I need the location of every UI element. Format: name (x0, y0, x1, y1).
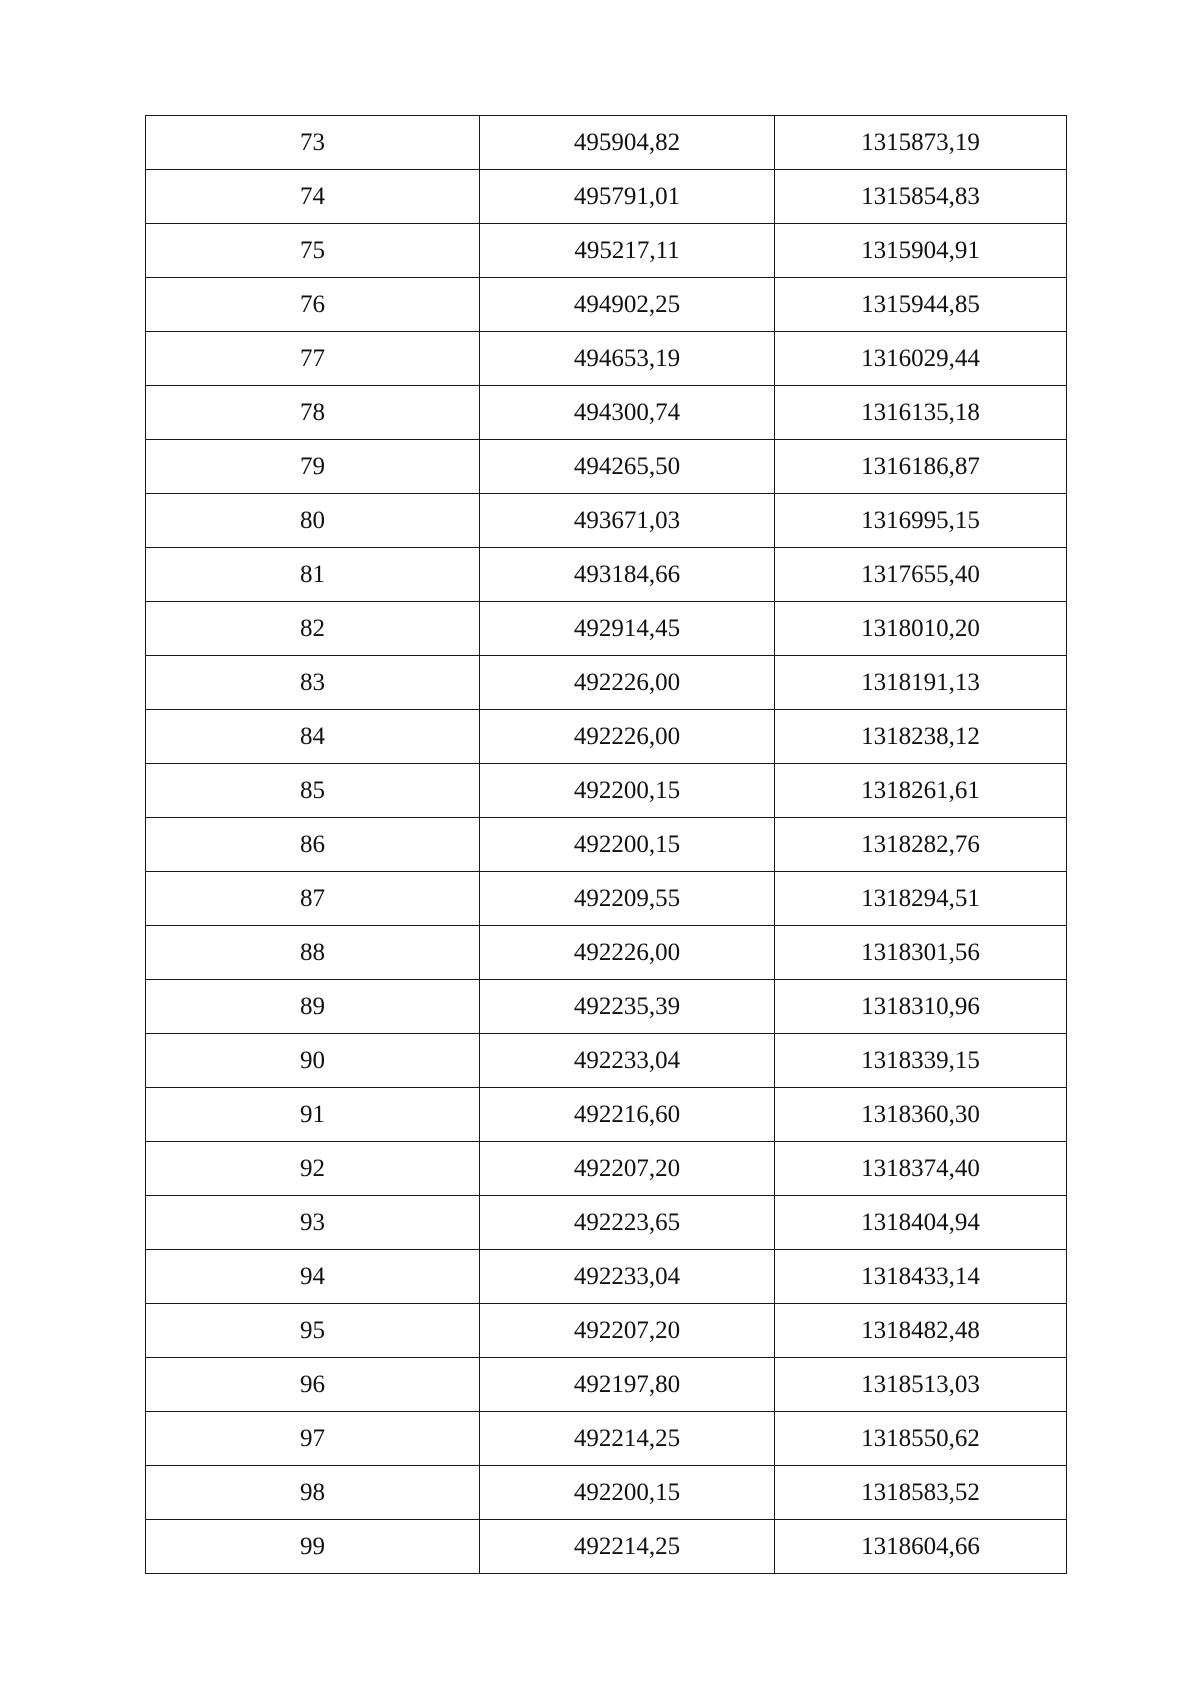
x-coordinate-cell: 492223,65 (480, 1196, 775, 1250)
table-row (146, 1250, 1067, 1304)
point-number-cell: 95 (146, 1304, 480, 1358)
table-row (146, 386, 1067, 440)
table-row (146, 980, 1067, 1034)
y-coordinate-cell: 1318238,12 (775, 710, 1067, 764)
x-coordinate-cell: 494300,74 (480, 386, 775, 440)
table-row (146, 440, 1067, 494)
point-number-cell: 90 (146, 1034, 480, 1088)
x-coordinate-cell: 492207,20 (480, 1142, 775, 1196)
point-number-cell: 83 (146, 656, 480, 710)
point-number-cell: 88 (146, 926, 480, 980)
y-coordinate-cell: 1315904,91 (775, 224, 1067, 278)
point-number-cell: 77 (146, 332, 480, 386)
y-coordinate-cell: 1315854,83 (775, 170, 1067, 224)
x-coordinate-cell: 492214,25 (480, 1520, 775, 1574)
table-row (146, 1358, 1067, 1412)
point-number-cell: 81 (146, 548, 480, 602)
table-row (146, 494, 1067, 548)
table-row (146, 818, 1067, 872)
point-number-cell: 87 (146, 872, 480, 926)
x-coordinate-cell: 493671,03 (480, 494, 775, 548)
point-number-cell: 85 (146, 764, 480, 818)
x-coordinate-cell: 494653,19 (480, 332, 775, 386)
y-coordinate-cell: 1318604,66 (775, 1520, 1067, 1574)
x-coordinate-cell: 492226,00 (480, 926, 775, 980)
table-row (146, 332, 1067, 386)
table-row (146, 548, 1067, 602)
x-coordinate-cell: 493184,66 (480, 548, 775, 602)
y-coordinate-cell: 1318583,52 (775, 1466, 1067, 1520)
table-row (146, 926, 1067, 980)
x-coordinate-cell: 494265,50 (480, 440, 775, 494)
y-coordinate-cell: 1318482,48 (775, 1304, 1067, 1358)
point-number-cell: 93 (146, 1196, 480, 1250)
y-coordinate-cell: 1318261,61 (775, 764, 1067, 818)
coordinates-table-body (146, 116, 1067, 1574)
y-coordinate-cell: 1318404,94 (775, 1196, 1067, 1250)
y-coordinate-cell: 1318282,76 (775, 818, 1067, 872)
x-coordinate-cell: 494902,25 (480, 278, 775, 332)
x-coordinate-cell: 492207,20 (480, 1304, 775, 1358)
x-coordinate-cell: 495791,01 (480, 170, 775, 224)
table-row (146, 1520, 1067, 1574)
y-coordinate-cell: 1318550,62 (775, 1412, 1067, 1466)
y-coordinate-cell: 1318294,51 (775, 872, 1067, 926)
point-number-cell: 86 (146, 818, 480, 872)
table-row (146, 1304, 1067, 1358)
table-row (146, 1088, 1067, 1142)
x-coordinate-cell: 492914,45 (480, 602, 775, 656)
point-number-cell: 92 (146, 1142, 480, 1196)
point-number-cell: 76 (146, 278, 480, 332)
point-number-cell: 96 (146, 1358, 480, 1412)
y-coordinate-cell: 1318513,03 (775, 1358, 1067, 1412)
y-coordinate-cell: 1318374,40 (775, 1142, 1067, 1196)
y-coordinate-cell: 1317655,40 (775, 548, 1067, 602)
table-row (146, 1412, 1067, 1466)
point-number-cell: 98 (146, 1466, 480, 1520)
table-row (146, 1196, 1067, 1250)
table-row (146, 764, 1067, 818)
table-row (146, 116, 1067, 170)
y-coordinate-cell: 1316029,44 (775, 332, 1067, 386)
x-coordinate-cell: 492233,04 (480, 1034, 775, 1088)
point-number-cell: 74 (146, 170, 480, 224)
x-coordinate-cell: 492214,25 (480, 1412, 775, 1466)
table-row (146, 1034, 1067, 1088)
coordinates-table (145, 115, 1067, 1574)
y-coordinate-cell: 1316186,87 (775, 440, 1067, 494)
y-coordinate-cell: 1318433,14 (775, 1250, 1067, 1304)
y-coordinate-cell: 1318010,20 (775, 602, 1067, 656)
x-coordinate-cell: 495217,11 (480, 224, 775, 278)
y-coordinate-cell: 1316995,15 (775, 494, 1067, 548)
table-row (146, 278, 1067, 332)
point-number-cell: 97 (146, 1412, 480, 1466)
table-row (146, 1466, 1067, 1520)
x-coordinate-cell: 492200,15 (480, 1466, 775, 1520)
point-number-cell: 79 (146, 440, 480, 494)
y-coordinate-cell: 1318339,15 (775, 1034, 1067, 1088)
x-coordinate-cell: 492197,80 (480, 1358, 775, 1412)
table-row (146, 872, 1067, 926)
x-coordinate-cell: 492200,15 (480, 764, 775, 818)
point-number-cell: 99 (146, 1520, 480, 1574)
point-number-cell: 91 (146, 1088, 480, 1142)
y-coordinate-cell: 1316135,18 (775, 386, 1067, 440)
y-coordinate-cell: 1318191,13 (775, 656, 1067, 710)
y-coordinate-cell: 1318360,30 (775, 1088, 1067, 1142)
x-coordinate-cell: 495904,82 (480, 116, 775, 170)
table-row (146, 1142, 1067, 1196)
point-number-cell: 78 (146, 386, 480, 440)
table-row (146, 602, 1067, 656)
table-row (146, 656, 1067, 710)
point-number-cell: 73 (146, 116, 480, 170)
table-row (146, 710, 1067, 764)
point-number-cell: 82 (146, 602, 480, 656)
x-coordinate-cell: 492235,39 (480, 980, 775, 1034)
x-coordinate-cell: 492226,00 (480, 656, 775, 710)
x-coordinate-cell: 492233,04 (480, 1250, 775, 1304)
y-coordinate-cell: 1315873,19 (775, 116, 1067, 170)
y-coordinate-cell: 1318310,96 (775, 980, 1067, 1034)
y-coordinate-cell: 1315944,85 (775, 278, 1067, 332)
point-number-cell: 84 (146, 710, 480, 764)
point-number-cell: 75 (146, 224, 480, 278)
y-coordinate-cell: 1318301,56 (775, 926, 1067, 980)
point-number-cell: 89 (146, 980, 480, 1034)
x-coordinate-cell: 492226,00 (480, 710, 775, 764)
table-row (146, 170, 1067, 224)
point-number-cell: 94 (146, 1250, 480, 1304)
x-coordinate-cell: 492200,15 (480, 818, 775, 872)
x-coordinate-cell: 492216,60 (480, 1088, 775, 1142)
x-coordinate-cell: 492209,55 (480, 872, 775, 926)
point-number-cell: 80 (146, 494, 480, 548)
table-row (146, 224, 1067, 278)
